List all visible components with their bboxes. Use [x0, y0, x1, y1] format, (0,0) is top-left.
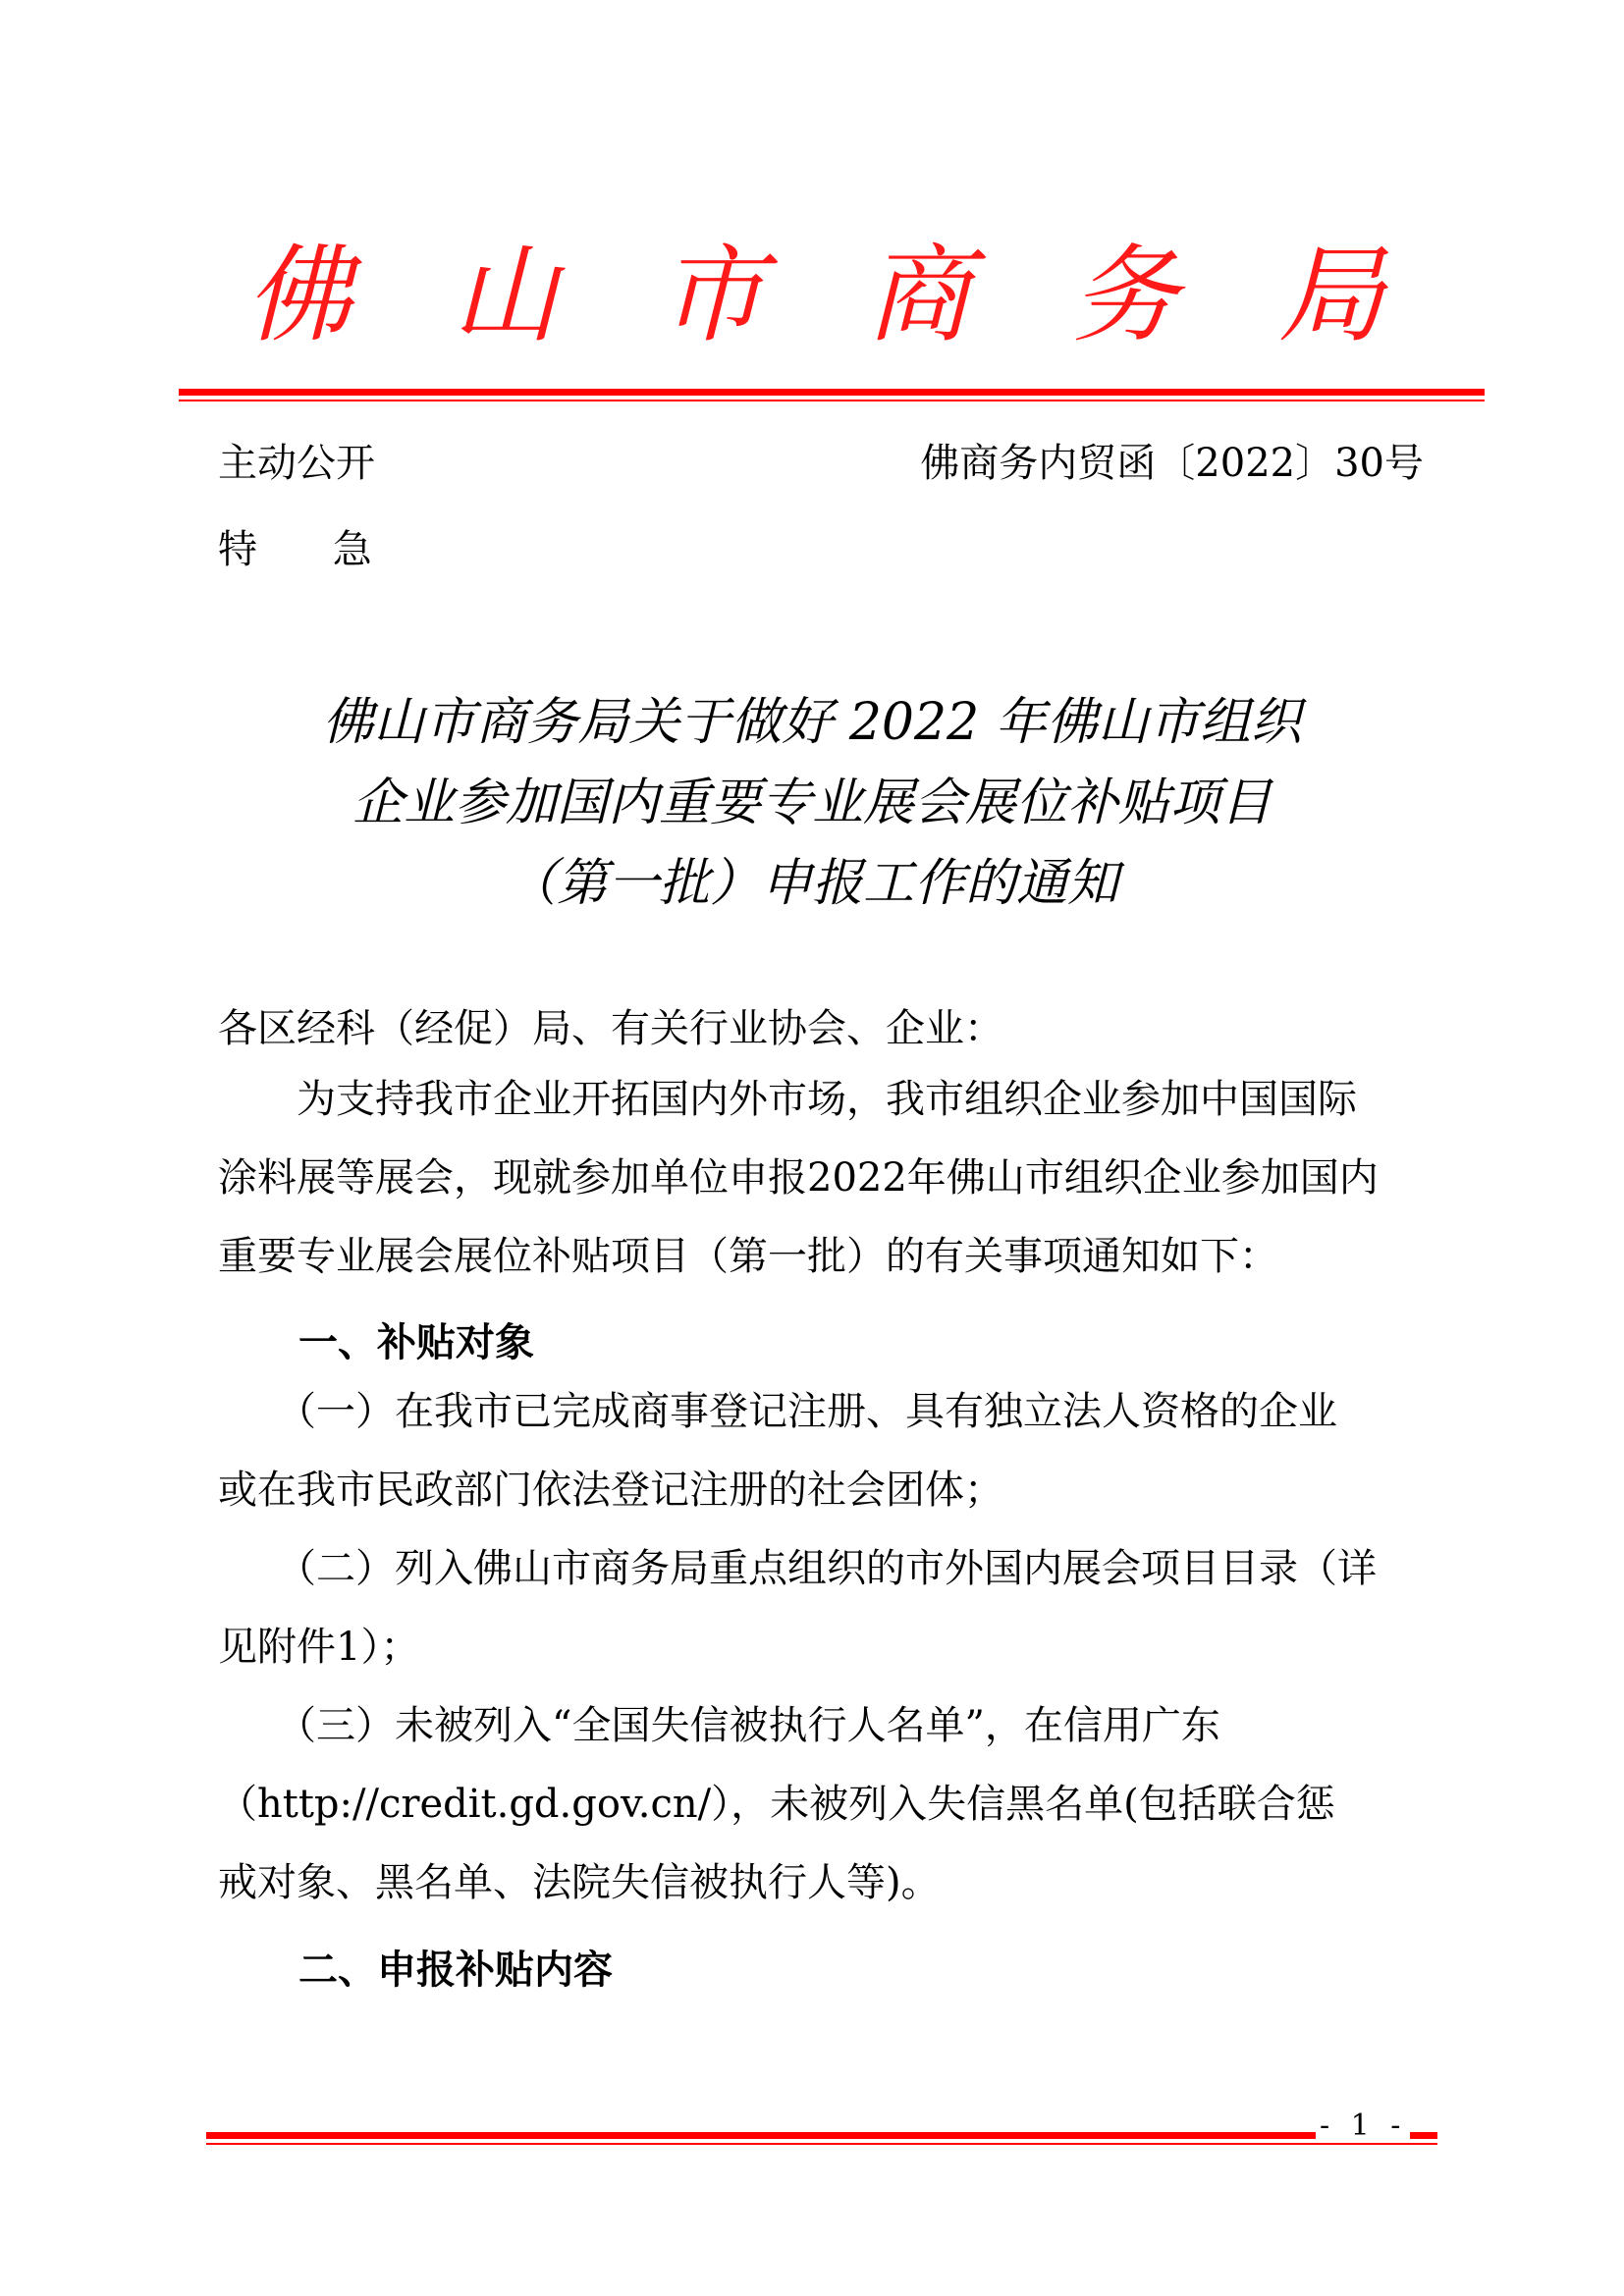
paragraph-line: 涂料展等展会，现就参加单位申报2022年佛山市组织企业参加国内	[218, 1155, 1379, 1201]
item-paragraph	[218, 1372, 1443, 1529]
footer-red-rule-thin	[206, 2143, 1437, 2145]
section-heading: 一、补贴对象	[298, 1320, 534, 1365]
letterhead-char: 市	[658, 235, 765, 357]
urgency-label: 特 急	[218, 527, 404, 572]
section-heading: 二、申报补贴内容	[298, 1948, 613, 1993]
paragraph-line: 重要专业展会展位补贴项目（第一批）的有关事项通知如下：	[218, 1234, 1278, 1279]
footer-red-rule	[206, 2132, 1437, 2139]
paragraph-line: 戒对象、黑名单、法院失信被执行人等)。	[218, 1860, 941, 1905]
letterhead-red-rule-thin	[179, 400, 1485, 401]
paragraph-line: 为支持我市企业开拓国内外市场，我市组织企业参加中国国际	[218, 1077, 1357, 1122]
title-line: （第一批）申报工作的通知	[505, 854, 1118, 913]
document-title	[157, 682, 1467, 924]
title-line: 企业参加国内重要专业展会展位补贴项目	[352, 774, 1272, 832]
letterhead-char: 局	[1277, 235, 1384, 357]
issuing-authority-letterhead	[157, 235, 1463, 357]
paragraph-line: （三）未被列入“全国失信被执行人名单”，在信用广东	[218, 1703, 1220, 1748]
paragraph-line: （一）在我市已完成商事登记注册、具有独立法人资格的企业	[218, 1389, 1337, 1434]
paragraph-line: （http://credit.gd.gov.cn/），未被列入失信黑名单(包括联合惩	[218, 1782, 1335, 1827]
document-number: 佛商务内贸函〔2022〕30号	[920, 441, 1424, 486]
letterhead-char: 山	[452, 235, 559, 357]
intro-paragraph	[218, 1060, 1443, 1296]
title-line: 佛山市商务局关于做好 2022 年佛山市组织	[322, 693, 1302, 752]
letterhead-red-rule	[179, 389, 1485, 396]
disclosure-type: 主动公开	[218, 441, 375, 486]
paragraph-line: 见附件1）；	[218, 1625, 420, 1670]
paragraph-line: （二）列入佛山市商务局重点组织的市外国内展会项目目录（详	[218, 1546, 1377, 1591]
letterhead-char: 商	[865, 235, 972, 357]
letterhead-char: 务	[1071, 235, 1178, 357]
item-paragraph	[218, 1529, 1443, 1686]
letterhead-char: 佛	[245, 235, 352, 357]
item-paragraph	[218, 1686, 1443, 1922]
paragraph-line: 或在我市民政部门依法登记注册的社会团体；	[218, 1468, 1003, 1513]
page-number: - 1 -	[1316, 2109, 1410, 2143]
salutation: 各区经科（经促）局、有关行业协会、企业：	[218, 1006, 1003, 1051]
